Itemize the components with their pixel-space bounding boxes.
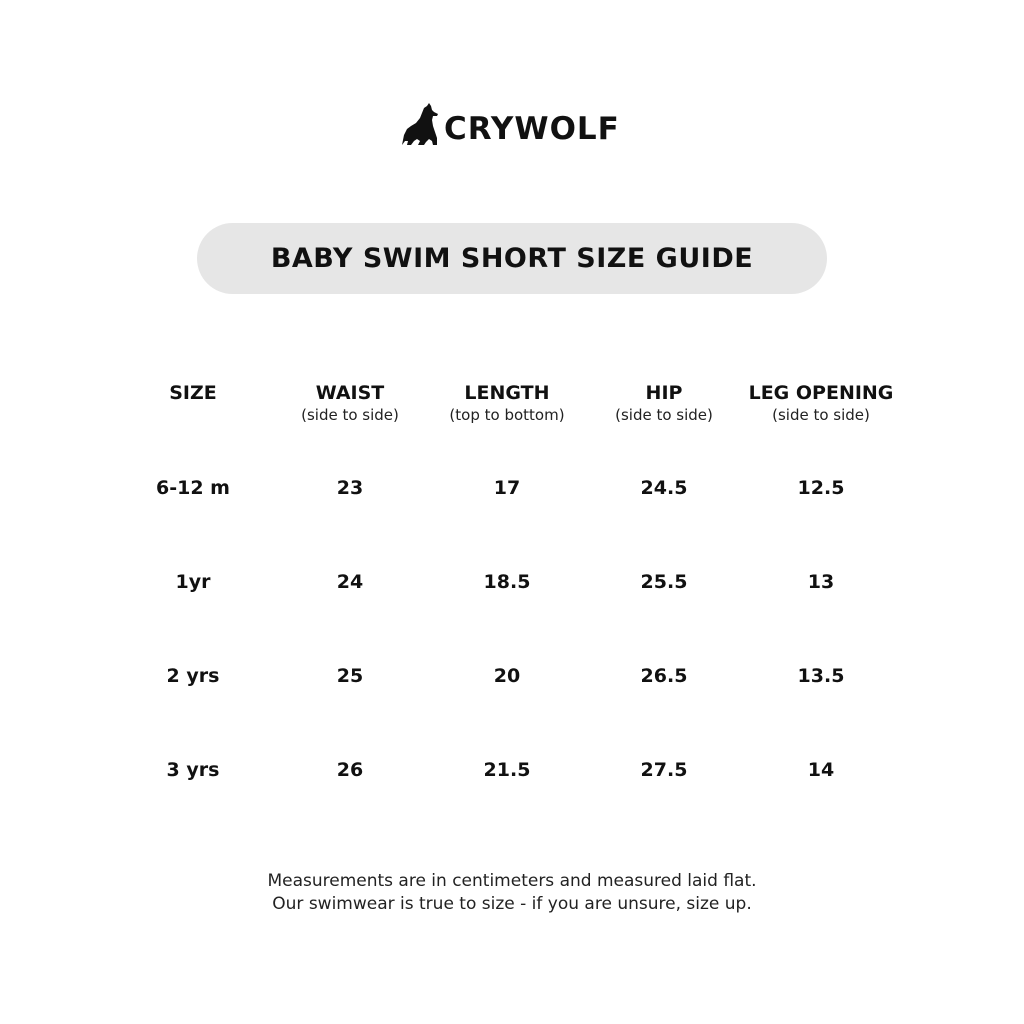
table-cell-hip: 27.5 [640, 759, 688, 781]
table-cell-leg-opening: 12.5 [797, 477, 845, 499]
table-cell-size: 3 yrs [166, 759, 220, 781]
table-cell-waist: 25 [336, 665, 364, 687]
header-leg-opening-label: LEG OPENING [748, 382, 894, 404]
table-cell-hip: 26.5 [640, 665, 688, 687]
title-banner [197, 223, 827, 294]
header-hip [615, 381, 713, 425]
footer-note-line1: Measurements are in centimeters and measured laid flat. [267, 871, 757, 891]
footer-note [0, 870, 1024, 916]
table-cell-leg-opening: 13.5 [797, 665, 845, 687]
header-size-label: SIZE [169, 382, 217, 404]
page-title: BABY SWIM SHORT SIZE GUIDE [270, 243, 754, 274]
howling-wolf-icon [400, 101, 440, 147]
table-cell-waist: 24 [336, 571, 364, 593]
table-cell-waist: 23 [336, 477, 364, 499]
table-cell-waist: 26 [336, 759, 364, 781]
header-hip-note: (side to side) [615, 406, 713, 424]
header-waist-label: WAIST [315, 382, 385, 404]
brand-logo [400, 98, 620, 150]
table-cell-leg-opening: 13 [807, 571, 835, 593]
header-length [449, 381, 564, 425]
table-cell-length: 20 [493, 665, 521, 687]
header-length-note: (top to bottom) [449, 406, 565, 424]
table-cell-length: 17 [493, 477, 521, 499]
brand-name: CRYWOLF [444, 110, 620, 147]
table-cell-hip: 24.5 [640, 477, 688, 499]
table-cell-size: 1yr [175, 571, 211, 593]
header-hip-label: HIP [645, 382, 683, 404]
header-length-label: LENGTH [464, 382, 550, 404]
table-cell-length: 18.5 [483, 571, 531, 593]
table-cell-length: 21.5 [483, 759, 531, 781]
table-cell-size: 6-12 m [156, 477, 230, 499]
header-leg-opening-note: (side to side) [772, 406, 870, 424]
table-cell-size: 2 yrs [166, 665, 220, 687]
table-cell-leg-opening: 14 [807, 759, 835, 781]
header-waist [301, 381, 399, 425]
header-size [169, 381, 217, 405]
table-cell-hip: 25.5 [640, 571, 688, 593]
header-waist-note: (side to side) [301, 406, 399, 424]
footer-note-line2: Our swimwear is true to size - if you are unsure, size up. [272, 894, 752, 914]
header-leg-opening [749, 381, 894, 425]
